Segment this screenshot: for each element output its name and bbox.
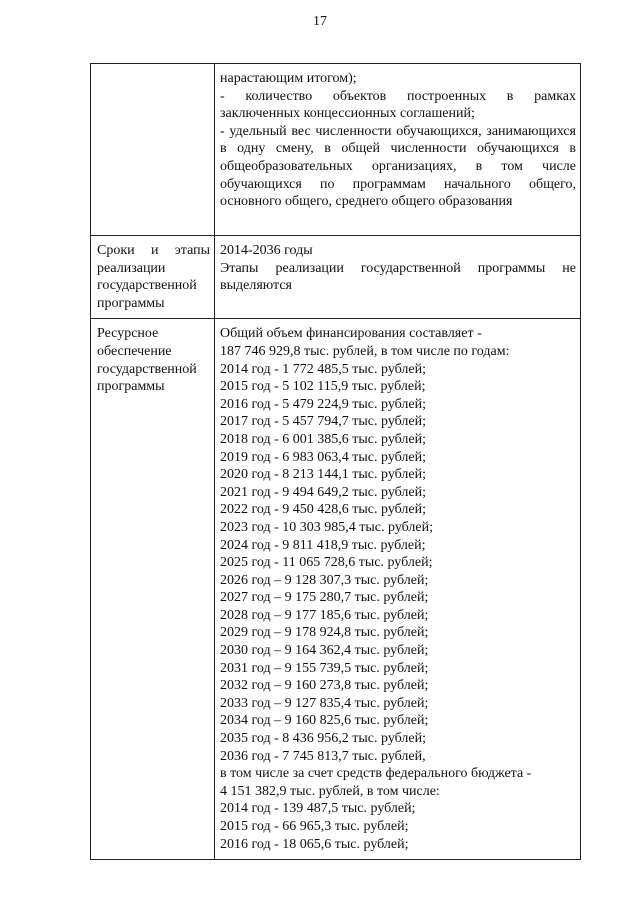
funding-line: 2019 год - 6 983 063,4 тыс. рублей; — [220, 449, 427, 465]
paragraph: Этапы реализации государственной программы не выделяются — [220, 260, 576, 294]
row-label-terms: Сроки и этапы реализации государственной программы — [91, 236, 215, 319]
funding-line: 2028 год – 9 177 185,6 тыс. рублей; — [220, 607, 429, 623]
row-value-funding — [215, 319, 581, 860]
program-passport-table — [90, 63, 581, 860]
funding-line: 2018 год - 6 001 385,6 тыс. рублей; — [220, 431, 427, 447]
funding-line: 2021 год - 9 494 649,2 тыс. рублей; — [220, 484, 427, 500]
funding-line: 2024 год - 9 811 418,9 тыс. рублей; — [220, 537, 426, 553]
row-label-indicators — [91, 64, 215, 236]
funding-line: 2014 год - 1 772 485,5 тыс. рублей; — [220, 361, 427, 377]
funding-line: 2016 год - 5 479 224,9 тыс. рублей; — [220, 396, 427, 412]
funding-line: в том числе за счет средств федерального бюджета - — [220, 766, 532, 782]
funding-line: 2036 год - 7 745 813,7 тыс. рублей, — [220, 748, 426, 764]
funding-line: 2029 год – 9 178 924,8 тыс. рублей; — [220, 625, 429, 641]
funding-line: 2031 год – 9 155 739,5 тыс. рублей; — [220, 660, 429, 676]
funding-line: 2022 год - 9 450 428,6 тыс. рублей; — [220, 502, 427, 518]
row-value-indicators — [215, 64, 581, 236]
page-number: 17 — [313, 14, 327, 29]
funding-line: 2015 год - 66 965,3 тыс. рублей; — [220, 819, 409, 834]
funding-line: 2026 год – 9 128 307,3 тыс. рублей; — [220, 572, 429, 588]
table-row-indicators — [91, 64, 581, 236]
funding-line: 2023 год - 10 303 985,4 тыс. рублей; — [220, 519, 434, 535]
funding-line: 2016 год - 18 065,6 тыс. рублей; — [220, 836, 409, 852]
funding-line: 4 151 382,9 тыс. рублей, в том числе: — [220, 783, 440, 799]
funding-line: 2020 год - 8 213 144,1 тыс. рублей; — [220, 467, 427, 483]
funding-line: 2014 год - 139 487,5 тыс. рублей; — [220, 801, 416, 817]
funding-line: 2034 год – 9 160 825,6 тыс. рублей; — [220, 713, 429, 729]
funding-line: 187 746 929,8 тыс. рублей, в том числе по годам: — [220, 343, 510, 359]
paragraph: заключенных концессионных соглашений; — [220, 106, 475, 122]
row-label-funding: Ресурсное обеспечение государственной программы — [91, 319, 215, 860]
funding-line: 2035 год - 8 436 956,2 тыс. рублей; — [220, 731, 427, 747]
funding-line: 2015 год - 5 102 115,9 тыс. рублей; — [220, 379, 426, 395]
funding-line: 2017 год - 5 457 794,7 тыс. рублей; — [220, 414, 427, 430]
paragraph: - количество объектов построенных в рамках — [220, 88, 576, 104]
funding-line: 2032 год – 9 160 273,8 тыс. рублей; — [220, 678, 429, 694]
table-row-terms — [91, 236, 581, 319]
funding-line: 2030 год – 9 164 362,4 тыс. рублей; — [220, 643, 429, 659]
paragraph: нарастающим итогом); — [220, 71, 357, 86]
funding-line: 2027 год – 9 175 280,7 тыс. рублей; — [220, 590, 429, 606]
paragraph: 2014-2036 годы — [220, 243, 313, 258]
paragraph: - удельный вес численности обучающихся, занимающихся в одну смену, в общей численности обучающихся в общеобразовательных организациях, в том числе обучающихся по программам начального общего, основного общего, среднего общего образования — [220, 123, 576, 210]
funding-line: Общий объем финансирования составляет - — [220, 326, 482, 342]
row-value-terms — [215, 236, 581, 319]
funding-line: 2033 год – 9 127 835,4 тыс. рублей; — [220, 695, 429, 711]
funding-line: 2025 год - 11 065 728,6 тыс. рублей; — [220, 555, 433, 571]
table-row-funding — [91, 319, 581, 860]
